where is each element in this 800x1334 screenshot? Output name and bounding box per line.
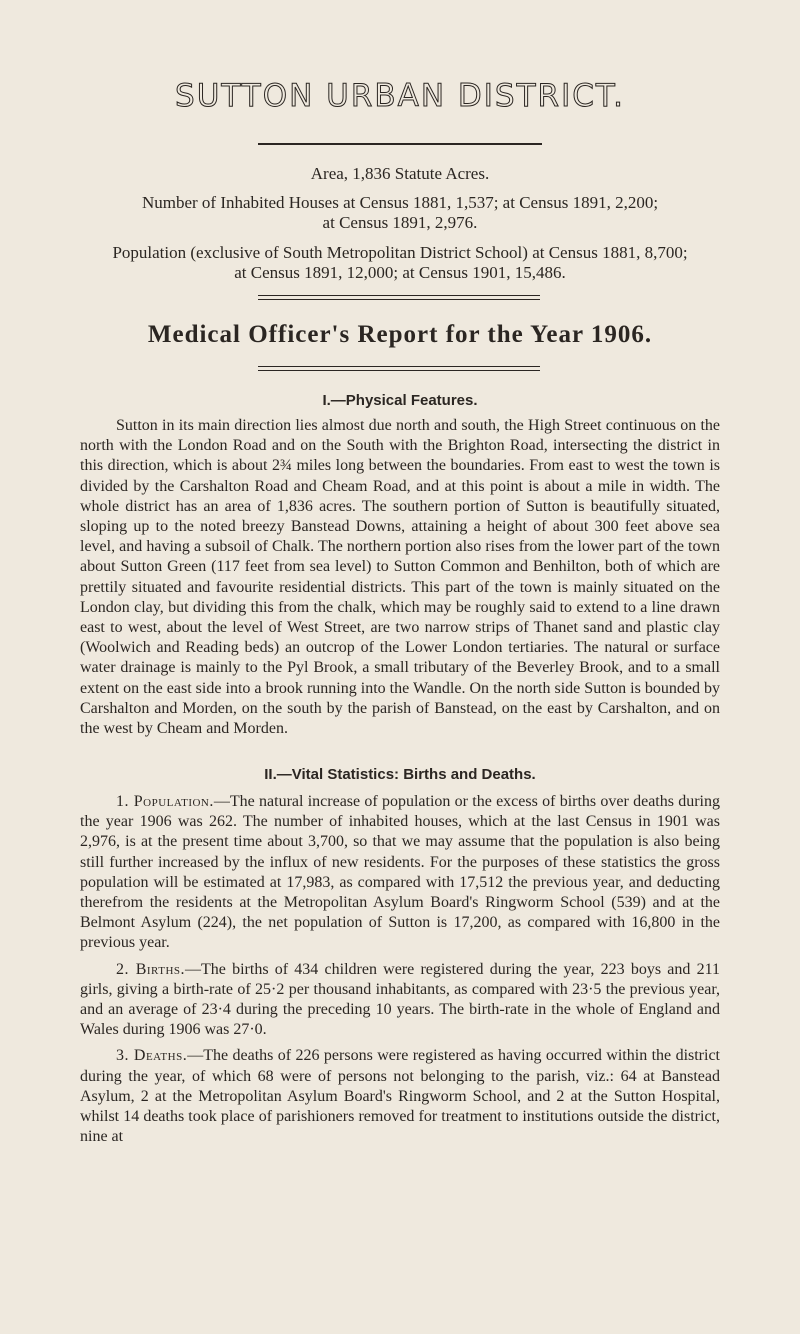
population-line-1: Population (exclusive of South Metropolitan District School) at Census 1881, 8,700;: [112, 243, 688, 262]
deaths-paragraph: [80, 1046, 720, 1147]
births-label: 2. Births.: [116, 960, 186, 978]
report-double-rule: [258, 366, 540, 371]
physical-features-paragraph: Sutton in its main direction lies almost due north and south, the High Street continuous on the north with the London Road and on the South with the Brighton Road, intersecting the district in this direction, which is about 2¾ miles long between the boundaries. From east to west the town is divided by the Carshalton Road and Cheam Road, and at this point is about a mile in width. The whole district has an area of 1,836 acres. The southern portion of Sutton is beautifully situated, sloping up to the noted breezy Banstead Downs, attaining a height of about 300 feet above sea level, and having a subsoil of Chalk. The northern portion also rises from the lower part of the town about Sutton Green (117 feet from sea level) to Sutton Common and Benhilton, both of which are prettily situated and favourite residential districts. This part of the town is mainly situated on the London clay, but dividing this from the chalk, which may be roughly said to extend to a line drawn east to west, about the level of West Street, are two narrow strips of Thanet sand and plastic clay (Woolwich and Reading beds) an outcrop of the Lower London tertiaries. The natural or surface water drainage is mainly to the Pyl Brook, a small tributary of the Beverley Brook, and to a small extent on the east side into a brook running into the Wandle. On the north side Sutton is bounded by Carshalton and Morden, on the south by the parish of Banstead, on the east by Carshalton, and on the west by Cheam and Morden.: [80, 417, 720, 738]
document-title: SUTTON URBAN DISTRICT.: [175, 78, 625, 114]
physical-features-body: [80, 416, 720, 745]
report-title: Medical Officer's Report for the Year 1906.: [147, 321, 653, 348]
section-heading-vital: II.—Vital Statistics: Births and Deaths.: [264, 766, 536, 783]
title-rule: [258, 143, 542, 145]
births-paragraph: [80, 960, 720, 1041]
births-text: —The births of 434 children were registered during the year, 223 boys and 211 girls, giving a birth-rate of 25·2 per thousand inhabitants, as compared with 23·5 the previous year, and an average of 23·4 during the preceding 10 years. The birth-rate in the whole of England and Wales during 1906 was 27·0.: [80, 960, 720, 1039]
section-heading-physical: I.—Physical Features.: [322, 392, 478, 409]
population-line-2: at Census 1891, 12,000; at Census 1901, 15,486.: [234, 263, 566, 282]
population-text: —The natural increase of population or the excess of births over deaths during the year 1906 was 262. The number of inhabited houses, which at the last Census in 1901 was 2,976, is at the present time about 3,700, so that we may assume that the population is also being still further increased by the influx of new residents. For the purposes of these statistics the gross population will be estimated at 17,983, as compared with 17,512 the previous year, and deducting therefrom the residents at the Metropolitan Asylum Board's Ringworm School (539) and at the Belmont Asylum (224), the net population of Sutton is 17,200, as compared with 16,800 in the previous year.: [80, 793, 721, 952]
houses-line-1: Number of Inhabited Houses at Census 1881, 1,537; at Census 1891, 2,200;: [141, 193, 659, 212]
area-line: Area, 1,836 Statute Acres.: [310, 164, 490, 183]
population-label: 1. Population.: [116, 793, 214, 810]
population-paragraph: [80, 792, 720, 954]
vital-statistics-body: [80, 792, 720, 1153]
header-double-rule: [258, 295, 540, 300]
houses-line-2: at Census 1891, 2,976.: [322, 213, 478, 232]
deaths-label: 3. Deaths.: [116, 1047, 188, 1065]
deaths-text: —The deaths of 226 persons were registered as having occurred within the district during the year, of which 68 were of persons not belonging to the parish, viz.: 64 at Banstead Asylum, 2 at the Metropolitan Asylum Board's Ringworm School, and 2 at the Sutton Hospital, whilst 14 deaths took place of parishioners removed for treatment to institutions outside the district, nine at: [80, 1047, 721, 1146]
